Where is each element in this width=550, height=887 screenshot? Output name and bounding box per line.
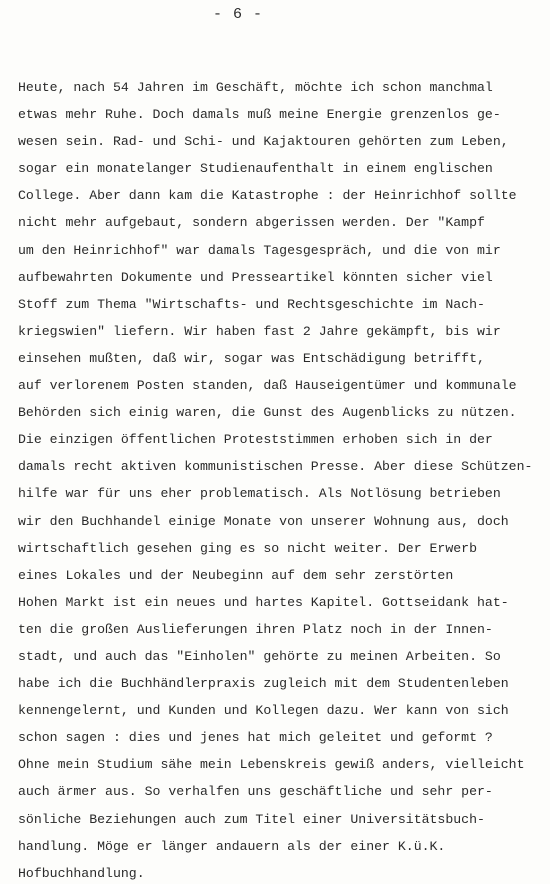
text-line: College. Aber dann kam die Katastrophe : der Heinrichhof sollte — [18, 188, 517, 204]
text-line: auch ärmer aus. So verhalfen uns geschäftliche und sehr per- — [18, 784, 493, 800]
text-line: stadt, und auch das "Einholen" gehörte zu meinen Arbeiten. So — [18, 648, 501, 664]
text-line: damals recht aktiven kommunistischen Presse. Aber diese Schützen- — [18, 459, 533, 475]
text-line: wir den Buchhandel einige Monate von unserer Wohnung aus, doch — [18, 513, 509, 529]
text-line: etwas mehr Ruhe. Doch damals muß meine Energie grenzenlos ge- — [18, 107, 501, 123]
text-line: handlung. Möge er länger andauern als der einer K.ü.K. — [18, 838, 446, 854]
text-line: einsehen mußten, daß wir, sogar was Entschädigung betrifft, — [18, 350, 485, 366]
text-line: um den Heinrichhof" war damals Tagesgespräch, und die von mir — [18, 242, 501, 258]
text-line: nicht mehr aufgebaut, sondern abgerissen werden. Der "Kampf — [18, 215, 485, 231]
text-line: sogar ein monatelanger Studienaufenthalt in einem englischen — [18, 161, 493, 177]
text-line: sönliche Beziehungen auch zum Titel einer Universitätsbuch- — [18, 811, 485, 827]
text-line: auf verlorenem Posten standen, daß Hauseigentümer und kommunale — [18, 378, 517, 394]
text-line: aufbewahrten Dokumente und Presseartikel könnten sicher viel — [18, 269, 493, 285]
text-line: wirtschaftlich gesehen ging es so nicht weiter. Der Erwerb — [18, 540, 477, 556]
text-line: kriegswien" liefern. Wir haben fast 2 Jahre gekämpft, bis wir — [18, 323, 501, 339]
text-line: eines Lokales und der Neubeginn auf dem sehr zerstörten — [18, 567, 454, 583]
text-line: habe ich die Buchhändlerpraxis zugleich mit dem Studentenleben — [18, 676, 509, 692]
text-line: schon sagen : dies und jenes hat mich geleitet und geformt ? — [18, 730, 493, 746]
text-line: Hofbuchhandlung. — [18, 865, 145, 881]
text-line: Die einzigen öffentlichen Proteststimmen erhoben sich in der — [18, 432, 493, 448]
text-line: kennengelernt, und Kunden und Kollegen dazu. Wer kann von sich — [18, 703, 509, 719]
text-line: Ohne mein Studium sähe mein Lebenskreis gewiß anders, vielleicht — [18, 757, 525, 773]
text-line: hilfe war für uns eher problematisch. Als Notlösung betrieben — [18, 486, 501, 502]
text-line: wesen sein. Rad- und Schi- und Kajaktouren gehörten zum Leben, — [18, 134, 509, 150]
text-line: Stoff zum Thema "Wirtschafts- und Rechtsgeschichte im Nach- — [18, 296, 485, 312]
text-line: Behörden sich einig waren, die Gunst des Augenblicks zu nützen. — [18, 405, 517, 421]
text-line: Heute, nach 54 Jahren im Geschäft, möchte ich schon manchmal — [18, 80, 493, 95]
page-number: - 6 - — [213, 6, 264, 23]
text-line: Hohen Markt ist ein neues und hartes Kapitel. Gottseidank hat- — [18, 594, 509, 610]
body-text — [18, 74, 546, 887]
text-line: ten die großen Auslieferungen ihren Platz noch in der Innen- — [18, 621, 493, 637]
